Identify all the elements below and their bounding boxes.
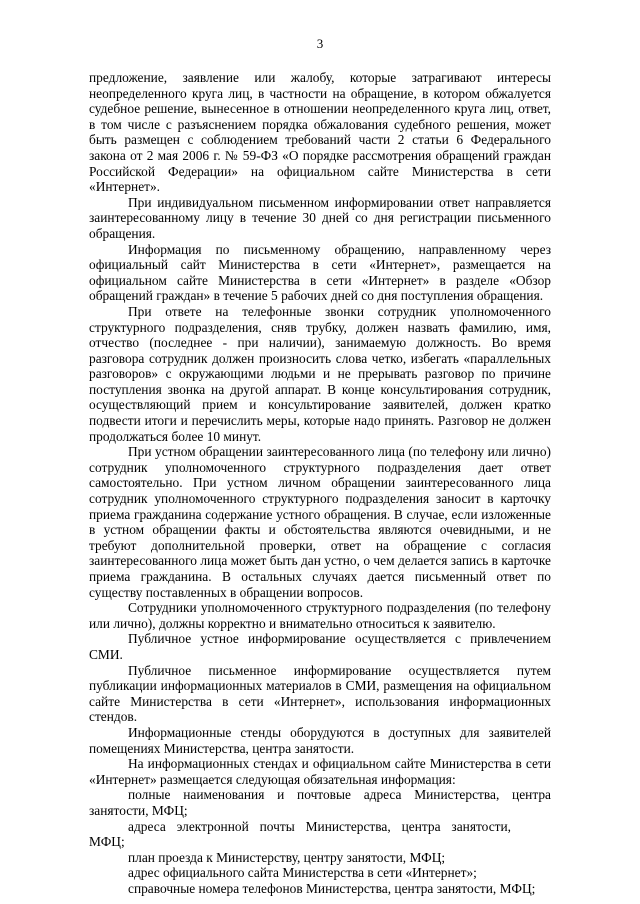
paragraph: Информация по письменному обращению, направленному через официальный сайт Министерства в сети «Интернет», размещается на официальном сайте Министерства в сети «Интернет» в разделе «Обзор обращений граждан» в течение 5 рабочих дней со дня поступления обращения.: [89, 241, 551, 304]
paragraph: На информационных стендах и официальном сайте Министерства в сети «Интернет» размещается следующая обязательная информация:: [89, 756, 551, 787]
paragraph: При индивидуальном письменном информировании ответ направляется заинтересованному лицу в течение 30 дней со дня регистрации письменного обращения.: [89, 194, 551, 241]
list-item: адреса электронной почты Министерства, центра занятости, МФЦ;: [89, 818, 511, 850]
paragraph: Публичное письменное информирование осуществляется путем публикации информационных материалов в СМИ, размещения на официальном сайте Министерства в сети «Интернет», использования информационных стендов.: [89, 662, 551, 725]
document-body: [89, 70, 551, 896]
paragraph: предложение, заявление или жалобу, которые затрагивают интересы неопределенного круга лиц, в частности на обращение, в котором обжалуется судебное решение, вынесенное в отношении неопределенного круга лиц, ответ, в том числе с разъяснением порядка обжалования судебного решения, может быть размещен с соблюдением требований части 2 статьи 6 Федерального закона от 2 мая 2006 г. № 59-ФЗ «О порядке рассмотрения обращений граждан Российской Федерации» на официальном сайте Министерства в сети «Интернет».: [89, 70, 551, 195]
paragraph: При ответе на телефонные звонки сотрудник уполномоченного структурного подразделения, сняв трубку, должен назвать фамилию, имя, отчество (последнее - при наличии), занимаемую должность. Во время разговора сотрудник должен произносить слова четко, избегать «параллельных разговоров» с окружающими людьми и не прерывать разговор по причине поступления звонка на другой аппарат. В конце консультирования сотрудник, осуществляющий прием и консультирование заявителей, должен кратко подвести итоги и перечислить меры, которые надо принять. Разговор не должен продолжаться более 10 минут.: [89, 303, 551, 444]
paragraph: При устном обращении заинтересованного лица (по телефону или лично) сотрудник уполномоченного структурного подразделения дает ответ самостоятельно. При устном личном обращении заинтересованного лица сотрудник уполномоченного структурного подразделения заносит в карточку приема гражданина содержание устного обращения. В случае, если изложенные в устном обращении факты и обстоятельства являются очевидными, и не требуют дополнительной проверки, ответ на обращение с согласия заинтересованного лица может быть дан устно, о чем делается запись в карточке приема гражданина. В остальных случаях дается письменный ответ по существу поставленных в обращении вопросов.: [89, 444, 551, 600]
paragraph: Публичное устное информирование осуществляется с привлечением СМИ.: [89, 631, 551, 662]
list-item: адрес официального сайта Министерства в сети «Интернет»;: [128, 865, 477, 881]
paragraph: Сотрудники уполномоченного структурного подразделения (по телефону или лично), должны корректно и внимательно относиться к заявителю.: [89, 600, 551, 631]
list-item: справочные номера телефонов Министерства, центра занятости, МФЦ;: [128, 880, 536, 896]
list-item: план проезда к Министерству, центру занятости, МФЦ;: [128, 849, 446, 865]
paragraph: Информационные стенды оборудуются в доступных для заявителей помещениях Министерства, центра занятости.: [89, 724, 551, 756]
list-item: полные наименования и почтовые адреса Министерства, центра занятости, МФЦ;: [89, 787, 551, 818]
page-number: 3: [316, 36, 324, 51]
